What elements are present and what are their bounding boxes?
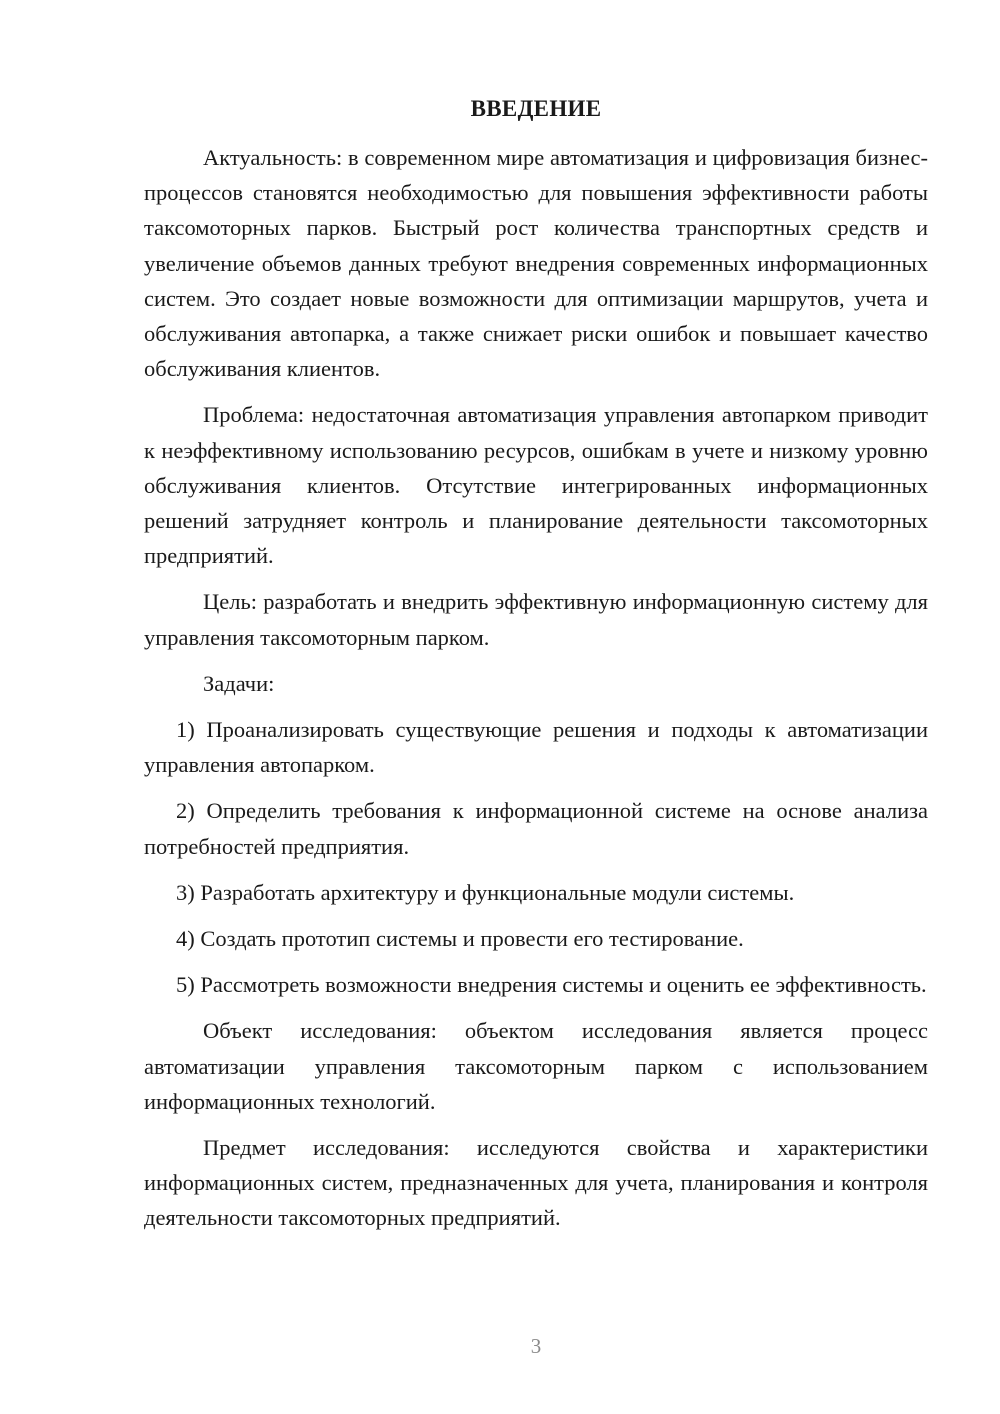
task-item: 4) Создать прототип системы и провести его тестирование. bbox=[176, 926, 744, 952]
paragraph-relevance: Актуальность: в современном мире автоматизация и цифровизация бизнес-процессов становятся необходимостью для повышения эффективности работы таксомоторных парков. Быстрый рост количества транспортных средств и увеличение объемов данных требуют внедрения современных информационных систем. Это создает новые возможности для оптимизации маршрутов, учета и обслуживания автопарка, а также снижает риски ошибок и повышает качество обслуживания клиентов. bbox=[144, 145, 928, 382]
document-body bbox=[144, 140, 928, 1247]
task-item: 2) Определить требования к информационной системе на основе анализа потребностей предприятия. bbox=[144, 798, 928, 859]
paragraph-subject: Предмет исследования: исследуются свойства и характеристики информационных систем, предназначенных для учета, планирования и контроля деятельности таксомоторных предприятий. bbox=[144, 1135, 928, 1231]
paragraph-goal: Цель: разработать и внедрить эффективную информационную систему для управления таксомоторным парком. bbox=[144, 589, 928, 650]
paragraph-object: Объект исследования: объектом исследования является процесс автоматизации управления таксомоторным парком с использованием информационных технологий. bbox=[144, 1018, 928, 1114]
task-item: 5) Рассмотреть возможности внедрения системы и оценить ее эффективность. bbox=[176, 972, 927, 998]
task-item: 3) Разработать архитектуру и функциональные модули системы. bbox=[176, 879, 795, 905]
paragraph-problem: Проблема: недостаточная автоматизация управления автопарком приводит к неэффективному использованию ресурсов, ошибкам в учете и низкому уровню обслуживания клиентов. Отсутствие интегрированных информационных решений затрудняет контроль и планирование деятельности таксомоторных предприятий. bbox=[144, 402, 928, 569]
section-heading: ВВЕДЕНИЕ bbox=[470, 96, 602, 121]
paragraph-tasks-heading: Задачи: bbox=[203, 670, 275, 696]
page-number: 3 bbox=[530, 1334, 542, 1358]
task-item: 1) Проанализировать существующие решения и подходы к автоматизации управления автопарком. bbox=[144, 717, 928, 778]
